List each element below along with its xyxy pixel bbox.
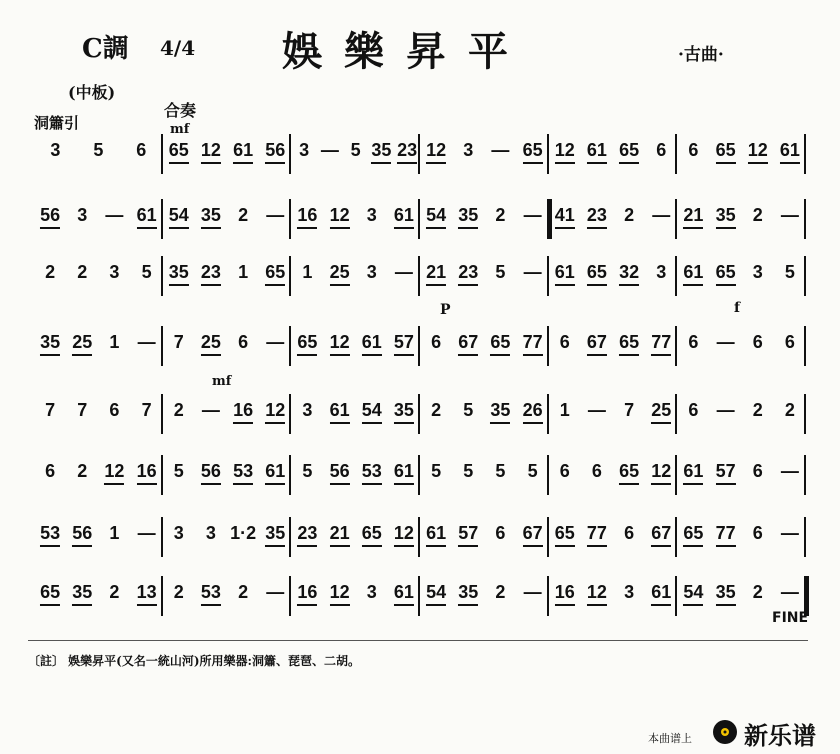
note-token: 77	[715, 523, 736, 543]
note-token: 25	[72, 332, 93, 352]
barline	[161, 576, 163, 616]
note-token: 2	[45, 262, 56, 282]
repeat-barline	[547, 199, 552, 239]
note-token: 3	[205, 523, 216, 543]
note-token: 2	[77, 262, 88, 282]
note-token: 57	[715, 461, 736, 481]
note-token: 3	[624, 582, 635, 602]
note-token: 2	[238, 205, 249, 225]
key-signature: C調	[82, 34, 129, 64]
ensemble-label: 合奏	[164, 101, 197, 120]
note-token: 3	[463, 140, 474, 160]
note-token: 35	[490, 400, 511, 420]
note-token: 61	[361, 332, 382, 352]
note-token: 25	[200, 332, 221, 352]
barline	[547, 517, 549, 557]
note-token: 61	[586, 140, 607, 160]
note-token: 21	[329, 523, 350, 543]
barline	[804, 326, 806, 366]
note-token: 12	[329, 205, 350, 225]
note-token: 2	[624, 205, 635, 225]
note-token: 12	[651, 461, 672, 481]
barline	[804, 256, 806, 296]
dynamic-p: P	[440, 302, 451, 318]
note-token: 5	[527, 461, 538, 481]
note-token: 65	[554, 523, 575, 543]
note-token: 67	[522, 523, 543, 543]
barline	[547, 256, 549, 296]
note-token: 41	[554, 205, 575, 225]
barline	[675, 134, 677, 174]
note-token: 65	[297, 332, 318, 352]
note-token: 12	[265, 400, 286, 420]
barline	[547, 326, 549, 366]
note-token: —	[491, 140, 510, 160]
note-token: —	[780, 582, 799, 602]
note-token: 56	[200, 461, 221, 481]
note-token: —	[780, 205, 799, 225]
dynamic-mf-1: mf	[170, 122, 190, 137]
note-token: 2	[752, 582, 763, 602]
note-token: —	[137, 332, 156, 352]
barline	[161, 517, 163, 557]
note-token: 23	[458, 262, 479, 282]
note-token: 3	[50, 140, 61, 160]
note-token: 65	[265, 262, 286, 282]
disc-icon	[712, 719, 738, 749]
note-token: 53	[40, 523, 61, 543]
site-logo[interactable]	[712, 716, 816, 751]
note-token: 13	[136, 582, 157, 602]
note-token: —	[523, 582, 542, 602]
note-token: 53	[233, 461, 254, 481]
intro-instrument-label: 洞簫引	[34, 114, 80, 132]
note-token: 23	[200, 262, 221, 282]
note-token: 1·2	[230, 523, 257, 543]
note-token: 6	[752, 523, 763, 543]
note-token: 65	[619, 140, 640, 160]
barline	[418, 576, 420, 616]
note-token: —	[201, 400, 220, 420]
note-token: 35	[40, 332, 61, 352]
note-token: 6	[591, 461, 602, 481]
note-token: 5	[784, 262, 795, 282]
note-token: 61	[393, 205, 414, 225]
note-token: —	[780, 461, 799, 481]
note-token: 61	[233, 140, 254, 160]
tempo-marking: (中板)	[68, 83, 116, 102]
note-token: 35	[458, 205, 479, 225]
note-token: 3	[173, 523, 184, 543]
note-token: 61	[393, 582, 414, 602]
note-token: 26	[522, 400, 543, 420]
note-token: 12	[200, 140, 221, 160]
note-token: 65	[619, 461, 640, 481]
note-token: 2	[173, 582, 184, 602]
note-token: —	[394, 262, 413, 282]
note-token: 61	[683, 461, 704, 481]
divider	[28, 640, 808, 641]
note-token: 16	[233, 400, 254, 420]
note-token: 35	[168, 262, 189, 282]
barline	[804, 134, 806, 174]
note-token: 7	[45, 400, 56, 420]
barline	[547, 576, 549, 616]
note-token: 7	[624, 400, 635, 420]
note-token: 65	[40, 582, 61, 602]
note-token: 67	[651, 523, 672, 543]
note-token: 5	[495, 461, 506, 481]
note-token: 65	[715, 262, 736, 282]
barline	[289, 256, 291, 296]
note-token: 56	[329, 461, 350, 481]
note-token: 1	[109, 332, 120, 352]
barline	[675, 394, 677, 434]
note-token: 3	[77, 205, 88, 225]
note-token: —	[523, 205, 542, 225]
note-token: 65	[361, 523, 382, 543]
barline	[675, 326, 677, 366]
barline	[418, 199, 420, 239]
note-token: —	[320, 140, 339, 160]
note-token: 6	[559, 332, 570, 352]
barline	[161, 134, 163, 174]
note-token: 67	[458, 332, 479, 352]
note-token: 35	[265, 523, 286, 543]
barline	[161, 256, 163, 296]
note-token: 35	[715, 582, 736, 602]
note-token: 54	[426, 582, 447, 602]
note-token: 77	[522, 332, 543, 352]
note-token: 61	[683, 262, 704, 282]
note-token: 2	[109, 582, 120, 602]
note-token: 21	[683, 205, 704, 225]
note-token: 6	[431, 332, 442, 352]
note-token: 7	[77, 400, 88, 420]
barline	[289, 576, 291, 616]
note-token: 61	[426, 523, 447, 543]
note-token: 16	[554, 582, 575, 602]
fine-marking: FINE	[772, 610, 809, 626]
footnote: 〔註〕 娛樂昇平(又名一統山河)所用樂器:洞簫、琵琶、二胡。	[28, 654, 360, 668]
note-token: 2	[752, 205, 763, 225]
note-token: 3	[302, 400, 313, 420]
note-token: 2	[495, 582, 506, 602]
note-token: 25	[329, 262, 350, 282]
note-token: 2	[77, 461, 88, 481]
dynamic-f: f	[734, 300, 741, 316]
note-token: 67	[586, 332, 607, 352]
note-token: 65	[683, 523, 704, 543]
note-token: 61	[265, 461, 286, 481]
note-token: 65	[168, 140, 189, 160]
source-label: 本曲谱上	[648, 732, 692, 745]
note-token: 61	[393, 461, 414, 481]
note-token: 2	[784, 400, 795, 420]
score-row	[0, 330, 840, 370]
note-token: 35	[72, 582, 93, 602]
score-row	[0, 521, 840, 561]
note-token: 2	[752, 400, 763, 420]
note-token: 65	[619, 332, 640, 352]
note-token: 54	[361, 400, 382, 420]
note-token: 23	[586, 205, 607, 225]
note-token: 12	[747, 140, 768, 160]
note-token: 61	[136, 205, 157, 225]
note-token: 3	[366, 582, 377, 602]
note-token: 32	[619, 262, 640, 282]
note-token: 6	[784, 332, 795, 352]
note-token: 65	[490, 332, 511, 352]
note-token: —	[137, 523, 156, 543]
note-token: 61	[779, 140, 800, 160]
score-row	[0, 138, 840, 178]
barline	[804, 455, 806, 495]
barline	[418, 394, 420, 434]
note-token: 54	[426, 205, 447, 225]
note-token: 57	[458, 523, 479, 543]
note-token: 6	[688, 332, 699, 352]
note-token: 7	[141, 400, 152, 420]
note-token: 6	[752, 461, 763, 481]
note-token: 61	[651, 582, 672, 602]
barline	[289, 199, 291, 239]
note-token: —	[266, 332, 285, 352]
barline	[804, 517, 806, 557]
note-token: 6	[495, 523, 506, 543]
note-token: 65	[586, 262, 607, 282]
note-token: 53	[361, 461, 382, 481]
note-token: 61	[329, 400, 350, 420]
barline	[804, 199, 806, 239]
note-token: 35	[458, 582, 479, 602]
barline	[675, 517, 677, 557]
barline	[289, 326, 291, 366]
note-token: 1	[559, 400, 570, 420]
score-row	[0, 398, 840, 438]
note-token: 2	[173, 400, 184, 420]
note-token: 5	[141, 262, 152, 282]
note-token: —	[266, 205, 285, 225]
barline	[418, 256, 420, 296]
note-token: 6	[624, 523, 635, 543]
barline	[547, 134, 549, 174]
barline	[675, 455, 677, 495]
note-token: 35	[393, 400, 414, 420]
score-row	[0, 580, 840, 620]
note-token: 3	[366, 205, 377, 225]
note-token: —	[523, 262, 542, 282]
note-token: 12	[104, 461, 125, 481]
note-token: 65	[522, 140, 543, 160]
barline	[804, 394, 806, 434]
note-token: 23	[297, 523, 318, 543]
note-token: 1	[109, 523, 120, 543]
note-token: —	[716, 332, 735, 352]
note-token: 2	[495, 205, 506, 225]
barline	[675, 199, 677, 239]
note-token: 25	[651, 400, 672, 420]
note-token: 5	[93, 140, 104, 160]
barline	[418, 517, 420, 557]
note-token: 5	[495, 262, 506, 282]
note-token: 5	[431, 461, 442, 481]
note-token: 5	[350, 140, 361, 160]
note-token: 12	[554, 140, 575, 160]
note-token: 54	[168, 205, 189, 225]
page-title: 娛樂昇平	[282, 28, 530, 75]
note-token: —	[105, 205, 124, 225]
note-token: —	[266, 582, 285, 602]
score-row	[0, 260, 840, 300]
note-token: 35	[715, 205, 736, 225]
note-token: 3	[752, 262, 763, 282]
barline	[289, 517, 291, 557]
barline	[675, 256, 677, 296]
barline	[418, 134, 420, 174]
barline	[289, 134, 291, 174]
note-token: 6	[238, 332, 249, 352]
note-token: 16	[297, 582, 318, 602]
note-token: 6	[688, 140, 699, 160]
note-token: 3	[366, 262, 377, 282]
note-token: 54	[683, 582, 704, 602]
note-token: 7	[173, 332, 184, 352]
barline	[675, 576, 677, 616]
barline	[161, 326, 163, 366]
note-token: 23	[397, 140, 418, 160]
note-token: 61	[554, 262, 575, 282]
note-token: 12	[586, 582, 607, 602]
note-token: 77	[586, 523, 607, 543]
note-token: 21	[426, 262, 447, 282]
note-token: 3	[299, 140, 310, 160]
barline	[289, 394, 291, 434]
note-token: 6	[752, 332, 763, 352]
note-token: —	[780, 523, 799, 543]
barline	[547, 455, 549, 495]
note-token: 5	[302, 461, 313, 481]
barline	[161, 199, 163, 239]
note-token: 65	[715, 140, 736, 160]
score-row	[0, 459, 840, 499]
barline	[289, 455, 291, 495]
note-token: 3	[109, 262, 120, 282]
note-token: 12	[393, 523, 414, 543]
note-token: 16	[136, 461, 157, 481]
note-token: 16	[297, 205, 318, 225]
note-token: 77	[651, 332, 672, 352]
origin-label: ·古曲·	[678, 45, 724, 65]
barline	[418, 455, 420, 495]
time-signature: 4/4	[160, 36, 196, 60]
note-token: 53	[200, 582, 221, 602]
note-token: 1	[302, 262, 313, 282]
note-token: —	[652, 205, 671, 225]
note-token: 56	[40, 205, 61, 225]
logo-text: 新乐谱	[744, 722, 816, 750]
note-token: 56	[72, 523, 93, 543]
dynamic-mf-2: mf	[212, 374, 232, 389]
note-token: 2	[238, 582, 249, 602]
note-token: 12	[329, 332, 350, 352]
note-token: 5	[463, 400, 474, 420]
note-token: 5	[463, 461, 474, 481]
barline	[547, 394, 549, 434]
note-token: 6	[109, 400, 120, 420]
note-token: 5	[173, 461, 184, 481]
note-token: 3	[656, 262, 667, 282]
note-token: —	[716, 400, 735, 420]
note-token: 6	[656, 140, 667, 160]
note-token: 56	[265, 140, 286, 160]
note-token: 12	[426, 140, 447, 160]
note-token: 6	[688, 400, 699, 420]
note-token: 2	[431, 400, 442, 420]
barline	[161, 394, 163, 434]
note-token: 57	[393, 332, 414, 352]
score-row	[0, 203, 840, 243]
note-token: 6	[45, 461, 56, 481]
note-token: 6	[559, 461, 570, 481]
note-token: 1	[238, 262, 249, 282]
note-token: 12	[329, 582, 350, 602]
note-token: —	[587, 400, 606, 420]
note-token: 35	[371, 140, 392, 160]
note-token: 35	[200, 205, 221, 225]
note-token: 6	[136, 140, 147, 160]
barline	[418, 326, 420, 366]
barline	[161, 455, 163, 495]
